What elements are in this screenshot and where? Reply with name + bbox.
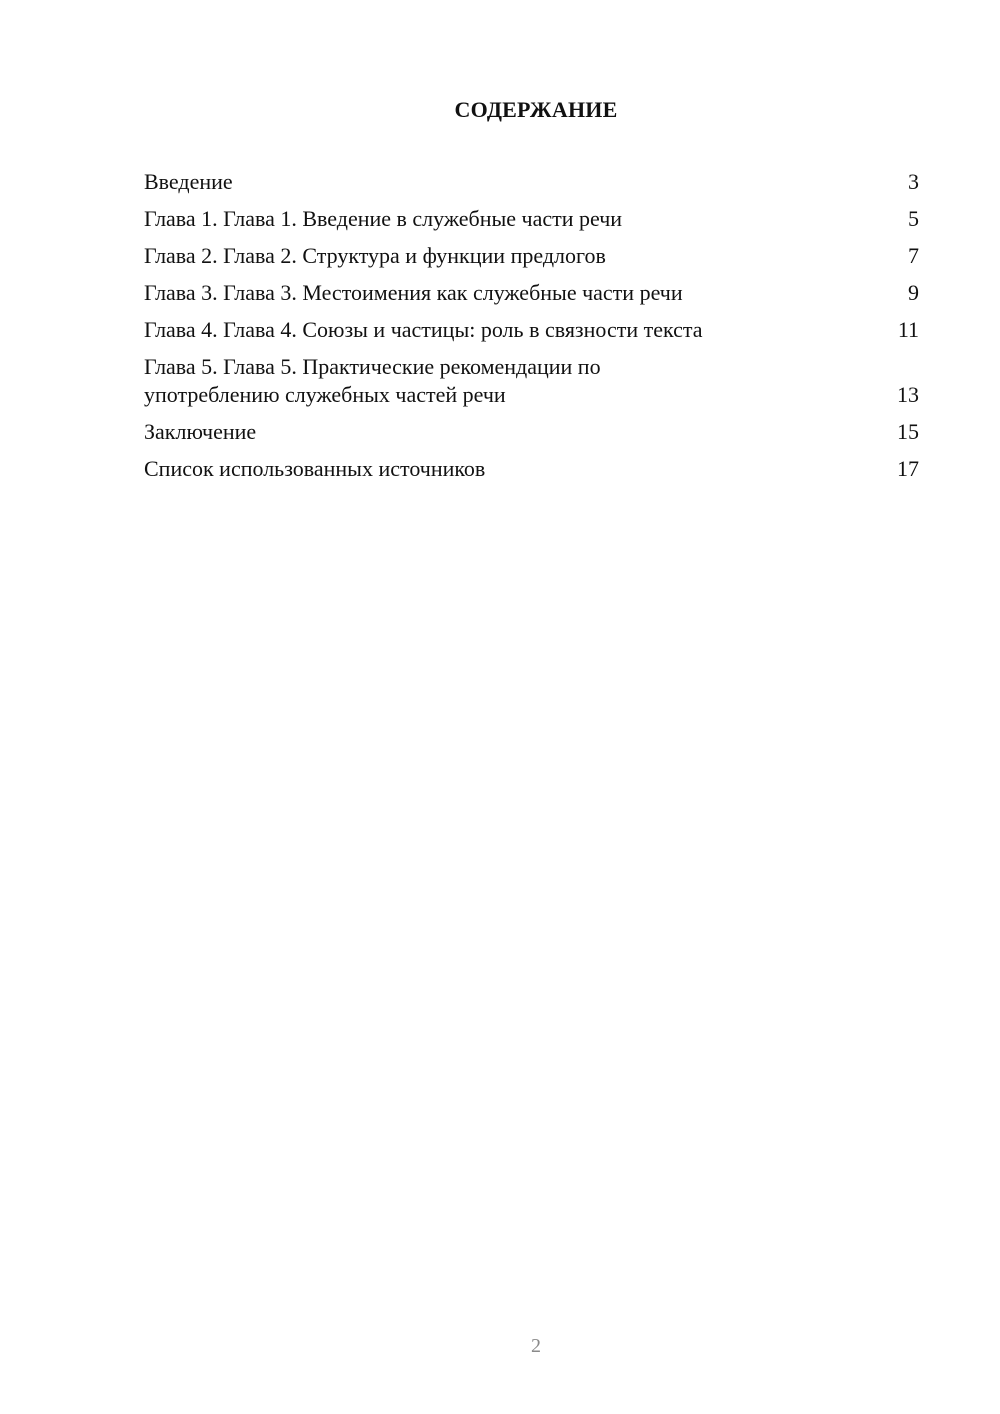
toc-entry-chapter-2[interactable] <box>144 242 919 270</box>
toc-entry-label: Глава 4. Глава 4. Союзы и частицы: роль в связности текста <box>144 317 703 342</box>
toc-entry-label: Глава 2. Глава 2. Структура и функции предлогов <box>144 243 606 268</box>
page-title: СОДЕРЖАНИЕ <box>454 97 618 122</box>
toc-entry-introduction[interactable] <box>144 168 919 196</box>
toc-entry-page: 17 <box>897 456 919 481</box>
toc-entry-label: Введение <box>144 169 233 194</box>
toc-entry-label-line-1: Глава 5. Глава 5. Практические рекомендации по <box>144 354 601 379</box>
toc-entry-label <box>144 353 889 409</box>
toc-entry-page: 13 <box>897 382 919 407</box>
toc-entry-page: 5 <box>908 206 919 231</box>
toc-entry-label: Глава 3. Глава 3. Местоимения как служебные части речи <box>144 280 683 305</box>
toc-entry-page: 15 <box>897 419 919 444</box>
toc-entry-references[interactable] <box>144 455 919 483</box>
page-number: 2 <box>531 1335 541 1357</box>
toc-entry-page: 7 <box>908 243 919 268</box>
toc-entry-conclusion[interactable] <box>144 418 919 446</box>
toc-entry-chapter-3[interactable] <box>144 279 919 307</box>
toc-entry-label: Глава 1. Глава 1. Введение в служебные части речи <box>144 206 623 231</box>
toc-entry-label: Заключение <box>144 419 257 444</box>
toc-entry-page: 11 <box>897 317 919 342</box>
toc-entry-chapter-5[interactable] <box>144 353 919 409</box>
toc-entry-label: Список использованных источников <box>144 456 486 481</box>
toc-entry-chapter-1[interactable] <box>144 205 919 233</box>
toc-entry-label-line-2: употреблению служебных частей речи <box>144 382 506 407</box>
toc-entry-chapter-4[interactable] <box>144 316 919 344</box>
table-of-contents <box>144 168 919 492</box>
toc-entry-page: 9 <box>908 280 919 305</box>
toc-entry-page: 3 <box>908 169 919 194</box>
